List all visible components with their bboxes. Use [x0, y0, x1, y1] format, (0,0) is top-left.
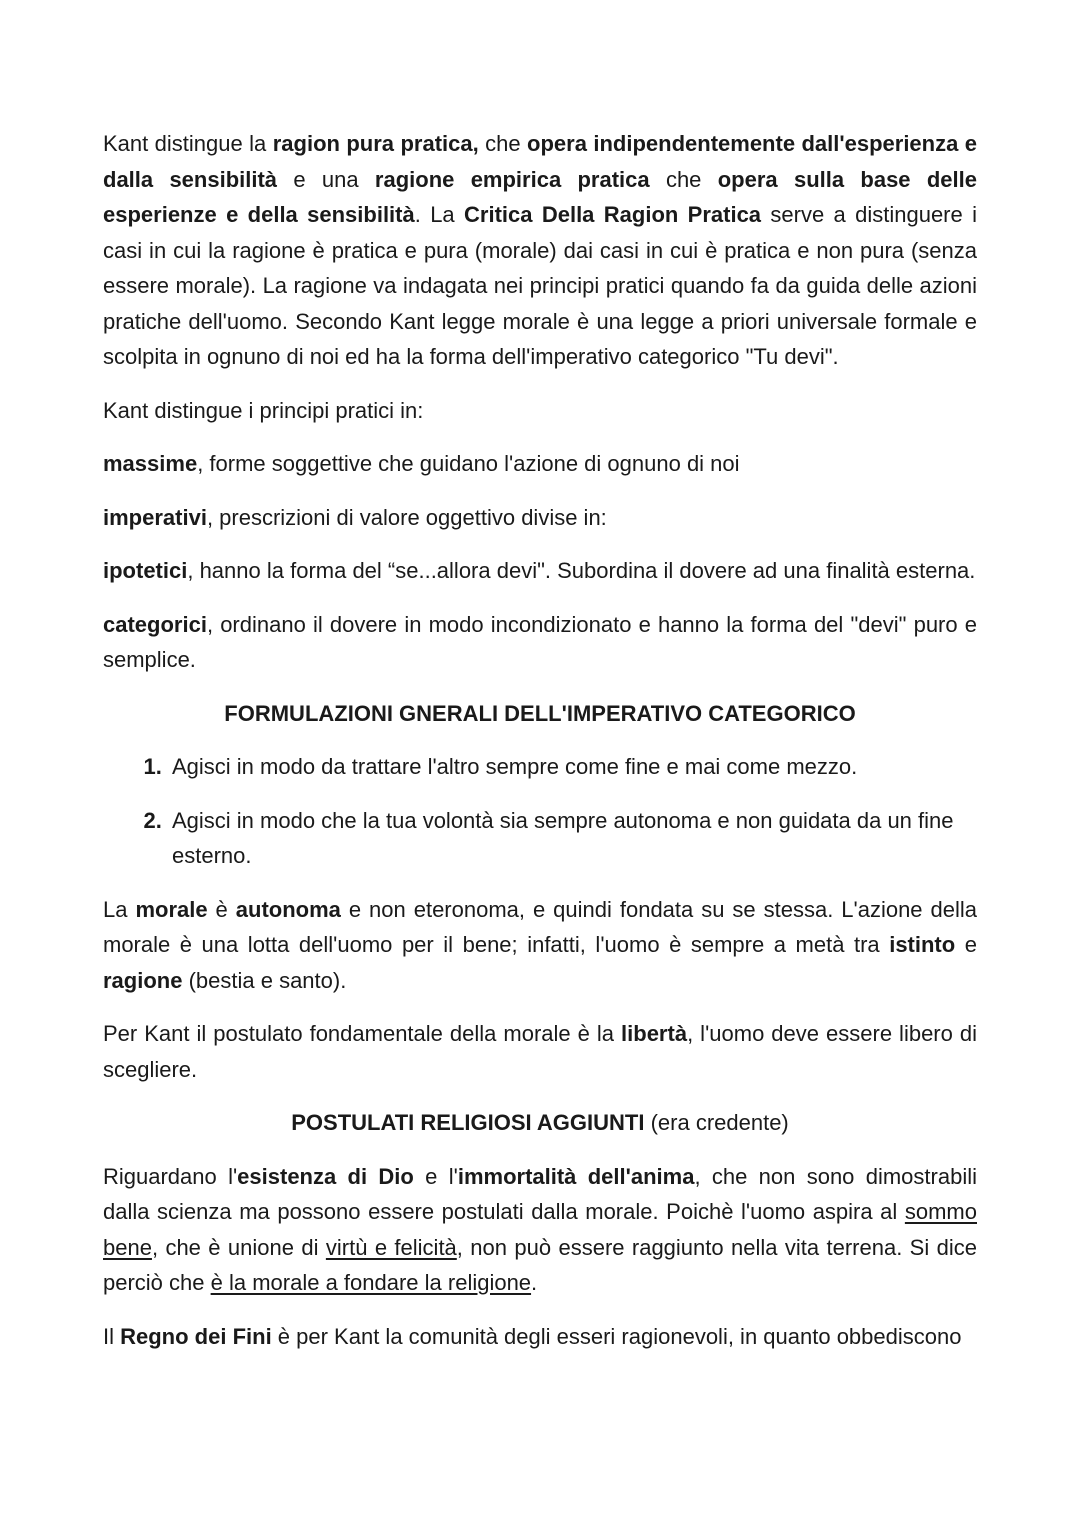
text-run: , hanno la forma del “se...allora devi". Subordina il dovere ad una finalità esterna.: [187, 558, 976, 583]
bold-term: ipotetici: [103, 558, 188, 583]
paragraph-morale-autonoma: [103, 892, 977, 999]
text-run: e: [955, 932, 977, 957]
section-heading-postulati: [103, 1105, 977, 1141]
text-run: e una: [277, 166, 375, 192]
text-run: (bestia e santo).: [182, 967, 347, 993]
text-run: La: [103, 896, 136, 922]
bold-term: esistenza di Dio: [237, 1163, 414, 1189]
paragraph-massime: [103, 446, 977, 482]
text-run: serve a distinguere i casi in cui la ragione è pratica e pura (morale) dai casi in cui è pratica e non pura (senza essere morale). La ragione va indagata nei principi pratici quando fa da guida delle azioni pratiche dell'uomo. Secondo Kant legge morale è una legge a priori universale formale e scolpita in ognuno di noi ed ha la forma dell'imperativo categorico "Tu devi".: [103, 202, 977, 369]
text-run: Kant distingue la: [103, 131, 273, 156]
text-run: , non può essere raggiunto nella vita terrena. Si dice perciò che: [103, 1234, 977, 1295]
paragraph-categorici: [103, 607, 977, 678]
paragraph-ragion-pratica: [103, 126, 977, 375]
heading-note: (era credente): [644, 1110, 789, 1135]
bold-term: opera sulla base delle esperienze e della sensibilità: [103, 166, 977, 227]
text-run: , ordinano il dovere in modo incondizionato e hanno la forma del "devi" puro e semplice.: [103, 611, 977, 672]
text-run: , forme soggettive che guidano l'azione di ognuno di noi: [197, 451, 740, 476]
text-run: , l'uomo deve essere libero di scegliere.: [103, 1021, 977, 1082]
heading-bold-text: POSTULATI RELIGIOSI AGGIUNTI: [291, 1110, 645, 1135]
bold-term: morale: [135, 896, 208, 922]
paragraph-liberta: [103, 1016, 977, 1087]
text-run: , prescrizioni di valore oggettivo divise in:: [206, 504, 607, 530]
bold-term: opera indipendentemente dall'esperienza e dalla sensibilità: [103, 131, 977, 192]
text-run: e l': [413, 1163, 458, 1189]
bold-term: immortalità dell'anima: [457, 1163, 695, 1189]
bold-term: Regno dei Fini: [120, 1323, 272, 1349]
text-run: Riguardano l': [103, 1163, 238, 1189]
text-run: Il: [103, 1323, 121, 1349]
text-run: e non eteronoma, e quindi fondata su se stessa. L'azione della morale è una lotta dell'uomo per il bene; infatti, l'uomo è sempre a metà tra: [103, 896, 977, 957]
bold-term: istinto: [889, 932, 956, 957]
text-run: è per Kant la comunità degli esseri ragionevoli, in quanto obbediscono: [271, 1323, 962, 1349]
paragraph-imperativi: [103, 500, 977, 536]
paragraph-ipotetici: [103, 553, 977, 589]
text-run: che: [649, 166, 718, 192]
bold-term: ragione empirica pratica: [374, 166, 650, 192]
list-item: 2. Agisci in modo che la tua volontà sia sempre autonoma e non guidata da un fine esterno.: [168, 803, 977, 874]
text-run: che: [478, 131, 528, 156]
underlined-term: virtù e felicità: [325, 1234, 457, 1260]
imperative-list: [103, 749, 977, 874]
bold-term: imperativi: [103, 504, 207, 530]
section-heading-formulazioni: FORMULAZIONI GNERALI DELL'IMPERATIVO CATEGORICO: [224, 700, 856, 726]
text-run: .: [531, 1270, 538, 1295]
text-run: , che è unione di: [151, 1234, 326, 1260]
text-run: è: [207, 896, 236, 922]
paragraph-postulati-religiosi: [103, 1159, 977, 1301]
bold-term: Critica Della Ragion Pratica: [464, 202, 762, 227]
bold-term: massime: [103, 451, 198, 476]
bold-term: categorici: [103, 611, 207, 637]
text-run: . La: [414, 202, 465, 227]
bold-term: ragione: [103, 967, 183, 993]
underlined-term: sommo bene: [103, 1199, 977, 1260]
text-run: , che non sono dimostrabili dalla scienza ma possono essere postulati dalla morale. Poichè l'uomo aspira al: [103, 1163, 977, 1224]
bold-term: ragion pura pratica,: [272, 131, 479, 156]
list-item: 1. Agisci in modo da trattare l'altro sempre come fine e mai come mezzo.: [168, 749, 977, 785]
paragraph-principi-pratici: Kant distingue i principi pratici in:: [103, 397, 424, 423]
text-run: Per Kant il postulato fondamentale della morale è la: [103, 1021, 622, 1046]
underlined-term: è la morale a fondare la religione: [210, 1270, 532, 1295]
bold-term: autonoma: [235, 896, 341, 922]
paragraph-regno-dei-fini: [103, 1319, 977, 1355]
bold-term: libertà: [621, 1021, 688, 1046]
